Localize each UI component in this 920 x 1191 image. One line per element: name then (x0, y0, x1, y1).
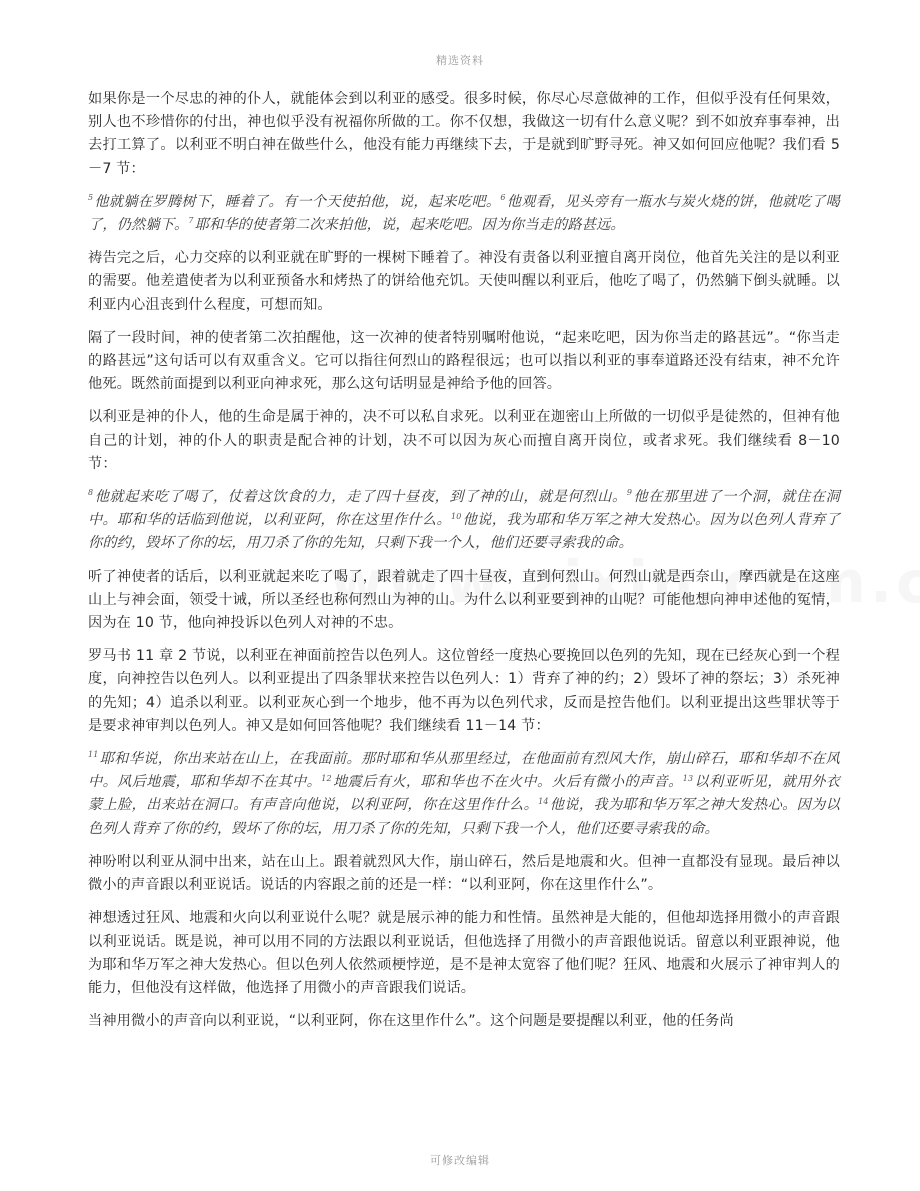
paragraph: 当神用微小的声音向以利亚说，“以利亚阿，你在这里作什么”。这个问题是要提醒以利亚，他的任务尚 (88, 1013, 734, 1030)
verse-text: 他说，我为耶和华万军之神大发热心。因为以色列人背弃了你的约，毁坏了你的坛，用刀杀了你的先知，只剩下我一个人，他们还要寻索我的命。 (88, 797, 840, 837)
paragraph: 罗马书 11 章 2 节说，以利亚在神面前控告以色列人。这位曾经一度热心要挽回以色列的先知，现在已经灰心到一个程度，向神控告以色列人。以利亚提出了四条罪状来控告以色列人：1）背弃了神的约；2）毁坏了神的祭坛；3）杀死神的先知；4）追杀以利亚。以利亚灰心到一个地步，他不再为以色列代求，反而是控告他们。以利亚提出这些罪状等于是要求神审判以色列人。神又是如何回答他呢？我们继续看 11－14 节： (88, 648, 840, 734)
paragraph: 以利亚是神的仆人，他的生命是属于神的，决不可以私自求死。以利亚在迦密山上所做的一切似乎是徒然的，但神有他自己的计划，神的仆人的职责是配合神的计划，决不可以因为灰心而擅自离开岗位，或者求死。我们继续看 8－10 节： (88, 409, 840, 472)
verse-text: 他就躺在罗腾树下，睡着了。有一个天使拍他，说，起来吃吧。 (94, 193, 501, 210)
scripture-quote (88, 486, 840, 556)
verse-text: 他说，我为耶和华万军之神大发热心。因为以色列人背弃了你的约，毁坏了你的坛，用刀杀了你的先知，只剩下我一个人，他们还要寻索我的命。 (88, 512, 840, 552)
scripture-quote (88, 191, 840, 237)
verse-text: 耶和华的使者第二次来拍他，说，起来吃吧。因为你当走的路甚远。 (194, 217, 625, 234)
verse-number: 10 (451, 511, 462, 521)
verse-number: 12 (321, 773, 332, 783)
paragraph: 如果你是一个尽忠的神的仆人，就能体会到以利亚的感受。很多时候，你尽心尽意做神的工作，但似乎没有任何果效，别人也不珍惜你的付出，神也似乎没有祝福你所做的工。你不仅想，我做这一切有什么意义呢？到不如放弃事奉神，出去打工算了。以利亚不明白神在做些什么，他没有能力再继续下去，于是就到旷野寻死。神又如何回应他呢？我们看 5－7 节： (88, 91, 840, 177)
scripture-quote (88, 748, 840, 841)
verse-number: 8 (88, 488, 94, 498)
verse-number: 9 (626, 488, 633, 498)
verse-number: 11 (88, 750, 99, 760)
document-body (88, 88, 840, 1043)
verse-text: 以利亚听见，就用外衣蒙上脸，出来站在洞口。有声音向他说，以利亚阿，你在这里作什么。 (88, 774, 840, 814)
verse-text: 他观看，见头旁有一瓶水与炭火烧的饼，他就吃了喝了，仍然躺下。 (88, 193, 841, 234)
verse-number: 5 (88, 193, 94, 203)
paragraph: 祷告完之后，心力交瘁的以利亚就在旷野的一棵树下睡着了。神没有责备以利亚擅自离开岗位，他首先关注的是以利亚的需要。他差遣使者为以利亚预备水和烤热了的饼给他充饥。天使叫醒以利亚后，他吃了喝了，仍然躺下倒头就睡。以利亚内心沮丧到什么程度，可想而知。 (88, 250, 840, 313)
verse-number: 13 (682, 773, 694, 783)
verse-text: 他就起来吃了喝了，仗着这饮食的力，走了四十昼夜，到了神的山，就是何烈山。 (94, 489, 627, 506)
page-header: 精选资料 (436, 54, 484, 67)
verse-text: 地震后有火，耶和华也不在火中。火后有微小的声音。 (332, 774, 683, 791)
verse-number: 6 (500, 193, 506, 203)
paragraph: 神想透过狂风、地震和火向以利亚说什么呢？就是展示神的能力和性情。虽然神是大能的，但他却选择用微小的声音跟以利亚说话。既是说，神可以用不同的方法跟以利亚说话，但他选择了用微小的声音跟他说话。留意以利亚跟神说，他为耶和华万军之神大发热心。但以色列人依然顽梗悖逆，是不是神太宽容了他们呢？狂风、地震和火展示了神审判人的能力，但他没有这样做，他选择了用微小的声音跟我们说话。 (88, 910, 840, 996)
verse-number: 14 (538, 796, 549, 806)
paragraph: 隔了一段时间，神的使者第二次拍醒他，这一次神的使者特别嘱咐他说，“起来吃吧，因为你当走的路甚远”。“你当走的路甚远”这句话可以有双重含义。它可以指往何烈山的路程很远；也可以指以利亚的事奉道路还没有结束，神不允许他死。既然前面提到以利亚向神求死，那么这句话明显是神给予他的回答。 (88, 329, 840, 393)
paragraph: 听了神使者的话后，以利亚就起来吃了喝了，跟着就走了四十昼夜，直到何烈山。何烈山就是西奈山，摩西就是在这座山上与神会面，领受十诫，所以圣经也称何烈山为神的山。为什么以利亚要到神的山呢？可能他想向神申述他的冤情，因为在 10 节，他向神投诉以色列人对神的不忠。 (88, 568, 840, 632)
page-footer: 可修改编辑 (430, 1154, 490, 1167)
verse-text: 他在那里进了一个洞，就住在洞中。耶和华的话临到他说，以利亚阿，你在这里作什么。 (88, 489, 840, 529)
verse-number: 7 (188, 216, 194, 226)
verse-text: 耶和华说，你出来站在山上，在我面前。那时耶和华从那里经过，在他面前有烈风大作，崩山碎石，耶和华却不在风中。风后地震，耶和华却不在其中。 (88, 751, 840, 791)
paragraph: 神吩咐以利亚从洞中出来，站在山上。跟着就烈风大作，崩山碎石，然后是地震和火。但神一直都没有显现。最后神以微小的声音跟以利亚说话。说话的内容跟之前的还是一样：“以利亚阿，你在这里作什么”。 (88, 853, 840, 894)
